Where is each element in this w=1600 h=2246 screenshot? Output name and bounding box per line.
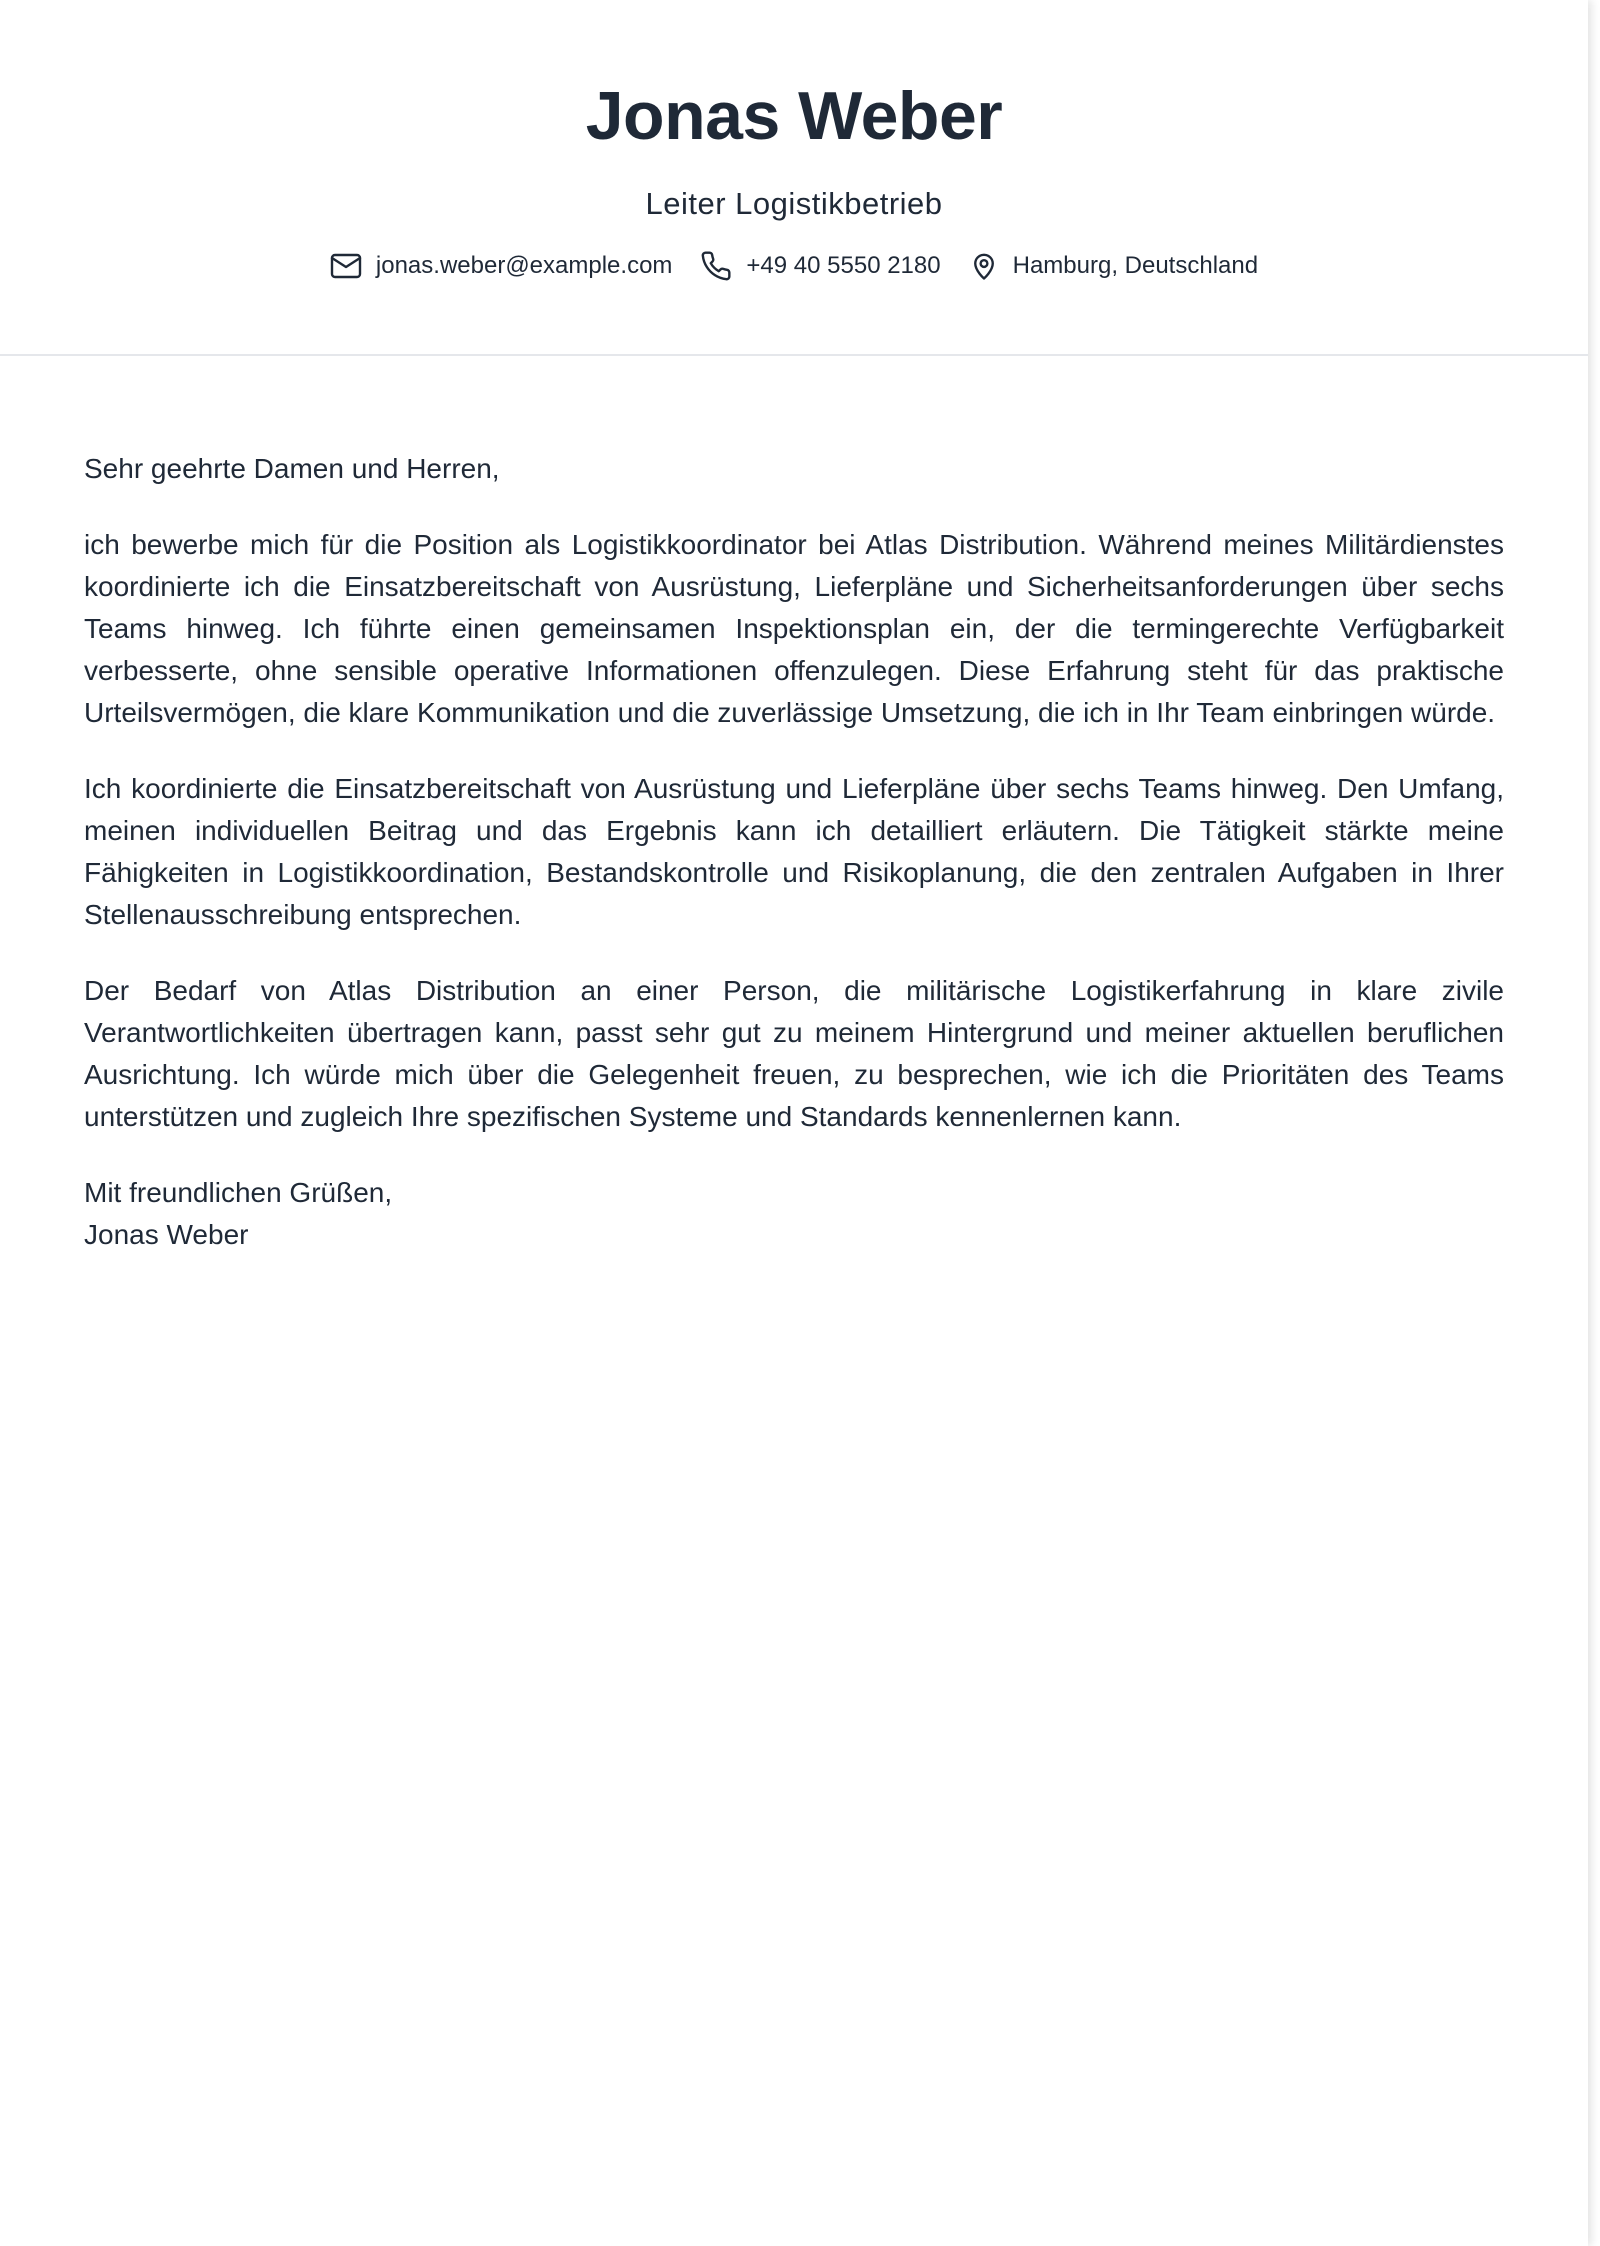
mail-icon — [330, 252, 362, 280]
contact-email — [330, 250, 673, 282]
paragraph-3: Der Bedarf von Atlas Distribution an einer Person, die militärische Logistikerfahrung in klare zivile Verantwortlichkeiten übertragen kann, passt sehr gut zu meinem Hintergrund und meiner aktuellen beruflichen Ausrichtung. Ich würde mich über die Gelegenheit freuen, zu besprechen, wie ich die Prioritäten des Teams unterstützen und zugleich Ihre spezifischen Systeme und Standards kennenlernen kann. — [84, 975, 1504, 1132]
letter-body — [0, 356, 1588, 1256]
contact-info — [0, 250, 1588, 282]
email-text: jonas.weber@example.com — [375, 252, 673, 279]
applicant-name: Jonas Weber — [585, 78, 1003, 154]
signature-name: Jonas Weber — [84, 1219, 249, 1250]
phone-icon — [700, 250, 732, 282]
paragraph-2: Ich koordinierte die Einsatzbereitschaft von Ausrüstung und Lieferpläne über sechs Teams hinweg. Den Umfang, meinen individuellen Beitrag und das Ergebnis kann ich detailliert erläutern. Die Tätigkeit stärkte meine Fähigkeiten in Logistikkoordination, Bestandskontrolle und Risikoplanung, die den zentralen Aufgaben in Ihrer Stellenausschreibung entsprechen. — [84, 773, 1504, 930]
applicant-title: Leiter Logistikbetrieb — [645, 186, 943, 221]
contact-location — [969, 250, 1258, 282]
salutation: Sehr geehrte Damen und Herren, — [84, 453, 500, 484]
map-pin-icon — [969, 250, 999, 282]
phone-text: +49 40 5550 2180 — [746, 252, 941, 279]
contact-phone — [700, 250, 940, 282]
location-text: Hamburg, Deutschland — [1012, 252, 1259, 279]
letter-closing — [84, 1172, 1504, 1256]
paragraph-1: ich bewerbe mich für die Position als Logistikkoordinator bei Atlas Distribution. Während meines Militärdienstes koordinierte ich die Einsatzbereitschaft von Ausrüstung, Lieferpläne und Sicherheitsanforderungen über sechs Teams hinweg. Ich führte einen gemeinsamen Inspektionsplan ein, der die termingerechte Verfügbarkeit verbesserte, ohne sensible operative Informationen offenzulegen. Diese Erfahrung steht für das praktische Urteilsvermögen, die klare Kommunikation und die zuverlässige Umsetzung, die ich in Ihr Team einbringen würde. — [84, 529, 1504, 728]
letter-header — [0, 0, 1588, 356]
closing-phrase: Mit freundlichen Grüßen, — [84, 1177, 393, 1208]
